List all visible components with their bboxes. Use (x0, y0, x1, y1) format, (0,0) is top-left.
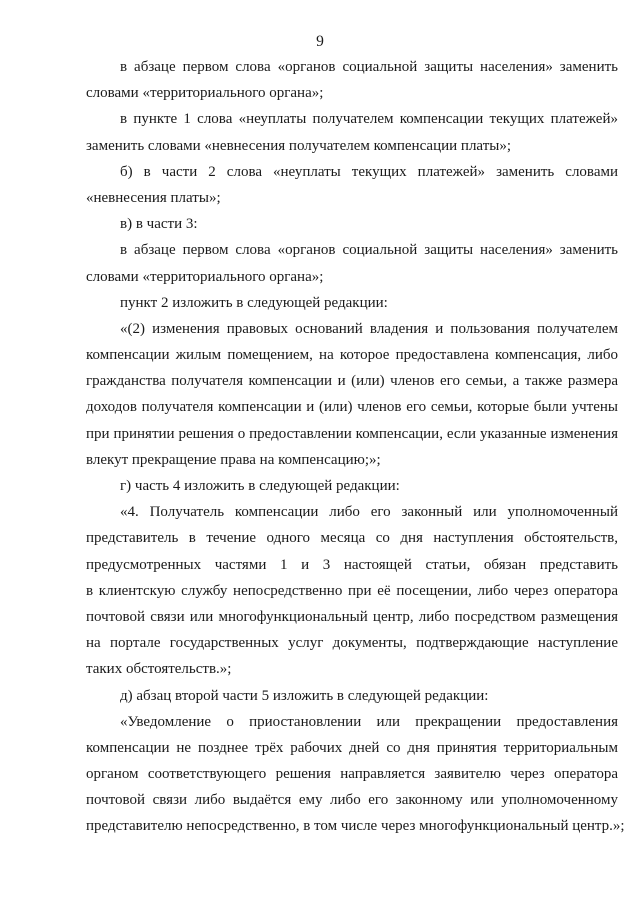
text-line: «Уведомление о приостановлении или прекращении предоставления (120, 713, 618, 730)
text-line: в абзаце первом слова «органов социальной защиты населения» заменить (120, 59, 618, 75)
text-line: г) часть 4 изложить в следующей редакции: (120, 478, 400, 494)
text-line: словами «территориального органа»; (86, 268, 324, 285)
text-line: представитель в течение одного месяца со дня наступления обстоятельств, (86, 530, 618, 547)
text-line: «(2) изменения правовых оснований владения и пользования получателем (120, 320, 618, 337)
text-line: пункт 2 изложить в следующей редакции: (120, 294, 388, 311)
text-line: почтовой связи или многофункциональный центр, либо посредством размещения (86, 608, 618, 625)
text-line: «невнесения платы»; (86, 189, 221, 206)
text-line: влекут прекращение права на компенсацию;»; (86, 451, 381, 468)
text-line: при принятии решения о предоставлении компенсации, если указанные изменения (86, 425, 618, 442)
text-line: в клиентскую службу непосредственно при её посещении, либо через оператора (86, 582, 618, 599)
text-line: предусмотренных частями 1 и 3 настоящей статьи, обязан представить (86, 556, 618, 573)
text-line: б) в части 2 слова «неуплаты текущих платежей» заменить словами (120, 163, 618, 180)
text-line: в пункте 1 слова «неуплаты получателем компенсации текущих платежей» (120, 111, 618, 128)
text-line: на портале государственных услуг документы, подтверждающие наступление (86, 635, 618, 652)
text-line: представителю непосредственно, в том числе через многофункциональный центр.»; (86, 818, 625, 835)
text-line: органом соответствующего решения направляется заявителю через оператора (86, 766, 618, 783)
page-number: 9 (316, 33, 324, 50)
text-line: в) в части 3: (120, 216, 198, 233)
text-line: компенсации не позднее трёх рабочих дней со дня принятия территориальным (86, 739, 618, 756)
text-line: «4. Получатель компенсации либо его законный или уполномоченный (120, 504, 618, 521)
text-line: д) абзац второй части 5 изложить в следующей редакции: (120, 687, 489, 704)
text-line: доходов получателя компенсации и (или) членов его семьи, которые были учтены (86, 399, 618, 416)
text-line: в абзаце первом слова «органов социальной защиты населения» заменить (120, 242, 618, 259)
text-line: гражданства получателя компенсации и (или) членов его семьи, а также размера (86, 373, 618, 390)
text-line: компенсации жилым помещением, на которое предоставлена компенсация, либо (86, 347, 618, 364)
text-line: словами «территориального органа»; (86, 85, 324, 102)
text-line: почтовой связи либо выдаётся ему либо его законному или уполномоченному (86, 792, 618, 809)
text-line: таких обстоятельств.»; (86, 661, 232, 678)
text-line: заменить словами «невнесения получателем компенсации платы»; (86, 137, 512, 154)
document-body (86, 54, 625, 840)
